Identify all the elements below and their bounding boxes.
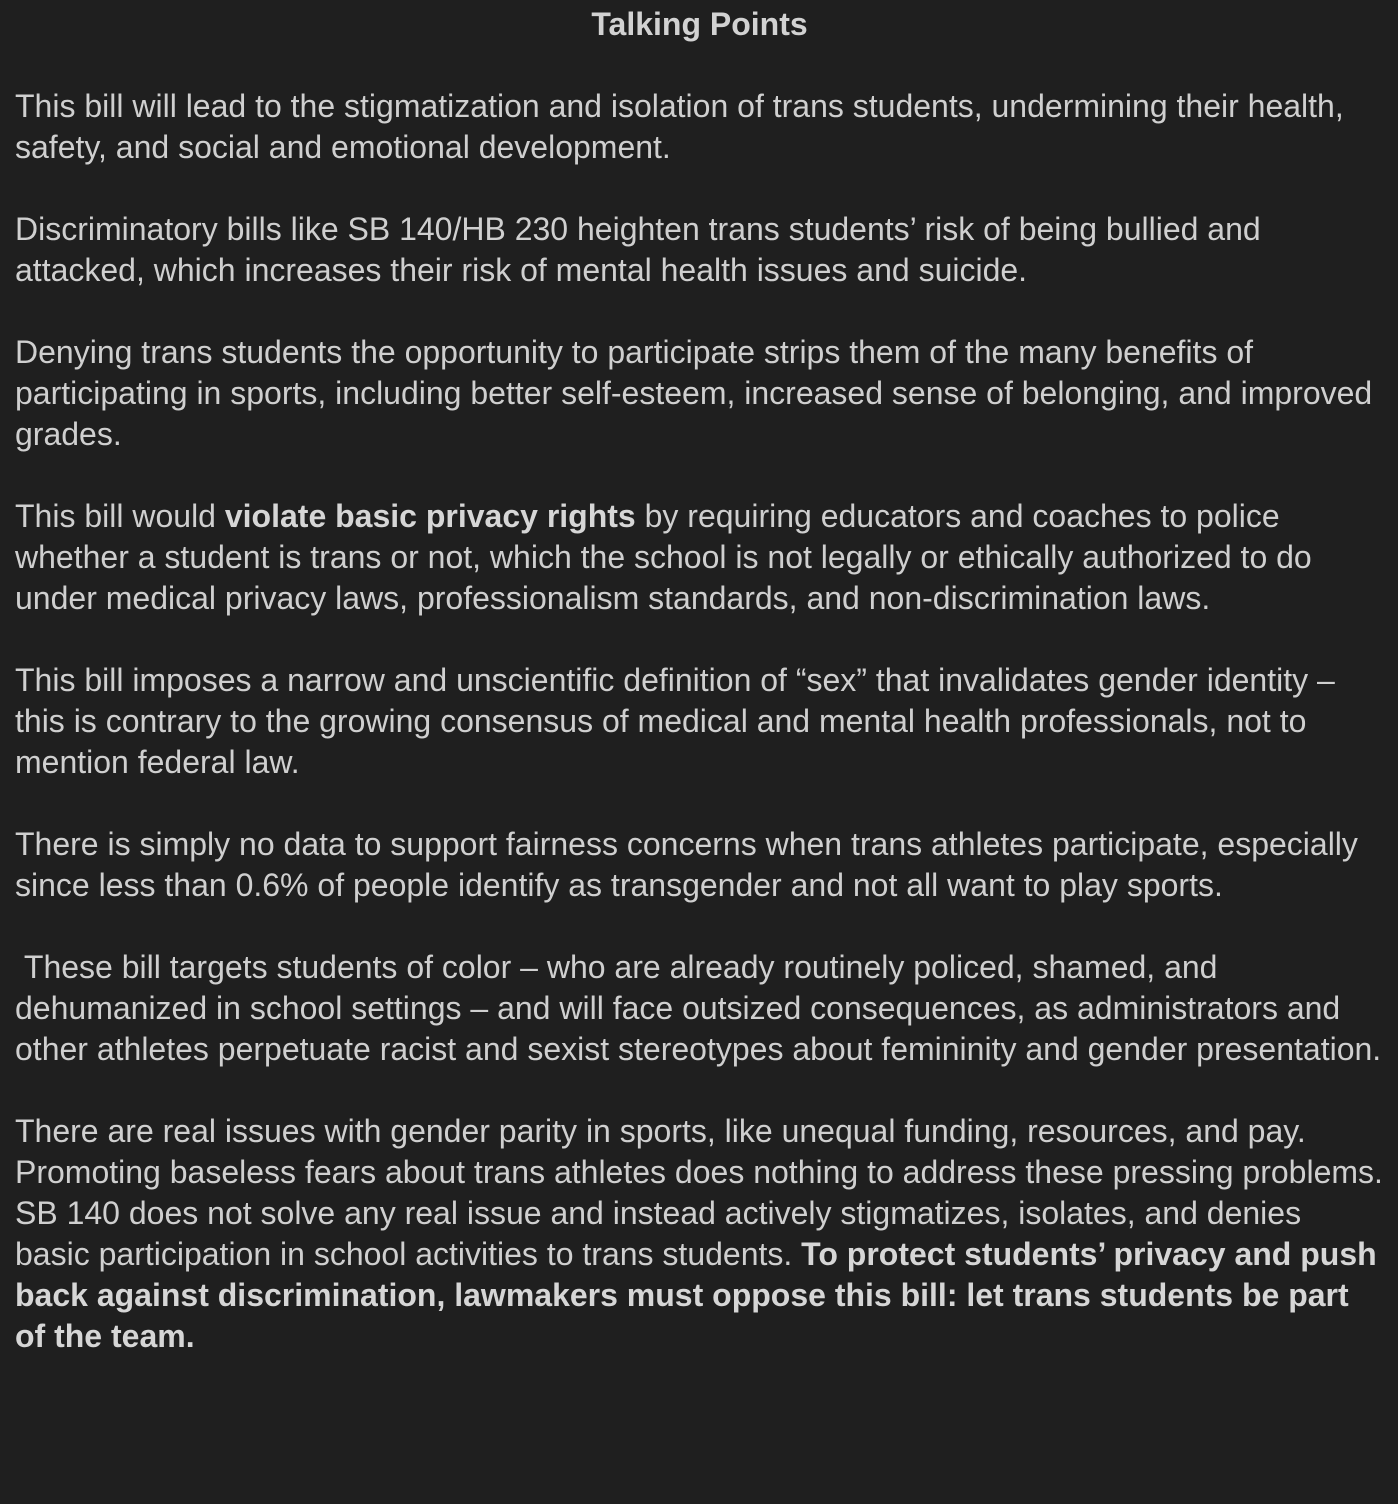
paragraph-stigmatization: This bill will lead to the stigmatization and isolation of trans students, undermining their health, safety, and social and emotional development. (15, 88, 1344, 165)
paragraph-bullying-risk: Discriminatory bills like SB 140/HB 230 heighten trans students’ risk of being bullied and attacked, which increases their risk of mental health issues and suicide. (15, 211, 1261, 288)
paragraph-sex-definition: This bill imposes a narrow and unscientific definition of “sex” that invalidates gender identity – this is contrary to the growing consensus of medical and mental health professionals, not to mention federal law. (15, 662, 1335, 780)
paragraph-sports-benefits: Denying trans students the opportunity to participate strips them of the many benefits of participating in sports, including better self-esteem, increased sense of belonging, and improved grades. (15, 334, 1373, 452)
privacy-emphasis: violate basic privacy rights (224, 498, 636, 534)
paragraph-privacy-rights (15, 496, 1384, 619)
parity-text: There are real issues with gender parity in sports, like unequal funding, resources, and pay. Promoting baseless fears about trans athletes does nothing to address these pressing problems. SB 140 does not solve any real issue and instead actively stigmatizes, isolates, and denies basic participation in school activities to trans students. (15, 1113, 1383, 1272)
paragraph-gender-parity (15, 1111, 1384, 1357)
privacy-text-before: This bill would (15, 498, 225, 534)
call-to-action: To protect students’ privacy and push back against discrimination, lawmakers must oppose this bill: let trans students be part of the team. (15, 1236, 1377, 1354)
document-title: Talking Points (591, 6, 808, 42)
privacy-text-after: by requiring educators and coaches to police whether a student is trans or not, which the school is not legally or ethically authorized to do under medical privacy laws, professionalism standards, and non-discrimination laws. (15, 498, 1312, 616)
paragraph-students-of-color: These bill targets students of color – who are already routinely policed, shamed, and dehumanized in school settings – and will face outsized consequences, as administrators and other athletes perpetuate racist and sexist stereotypes about femininity and gender presentation. (15, 949, 1382, 1067)
paragraph-fairness-data: There is simply no data to support fairness concerns when trans athletes participate, especially since less than 0.6% of people identify as transgender and not all want to play sports. (15, 826, 1358, 903)
